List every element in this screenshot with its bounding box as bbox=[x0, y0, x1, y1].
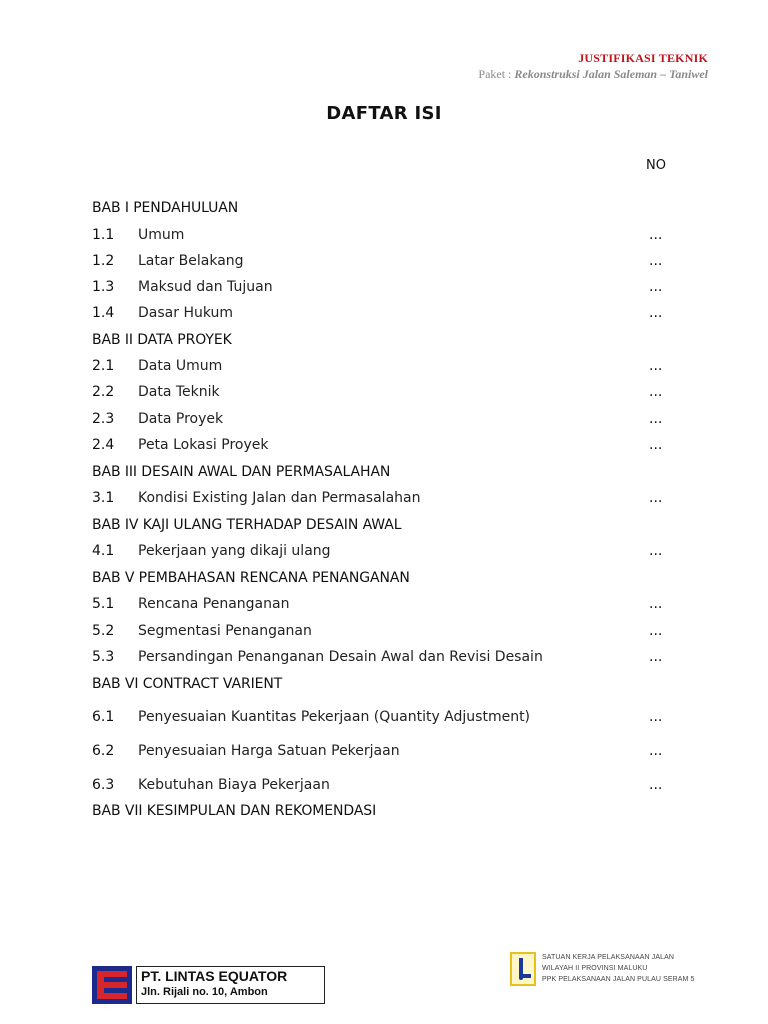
toc-chapter bbox=[92, 464, 672, 486]
company-logo-icon bbox=[92, 966, 132, 1004]
work-unit-text bbox=[542, 952, 695, 985]
item-title: Data Umum bbox=[138, 358, 223, 374]
item-page: ... bbox=[649, 279, 663, 295]
toc-item bbox=[92, 279, 672, 301]
chapter-title: BAB VI CONTRACT VARIENT bbox=[92, 676, 283, 692]
item-number: 6.1 bbox=[92, 709, 115, 725]
item-number: 1.4 bbox=[92, 305, 115, 321]
item-title: Pekerjaan yang dikaji ulang bbox=[138, 543, 331, 559]
item-number: 2.4 bbox=[92, 437, 115, 453]
package-name: Rekonstruksi Jalan Saleman – Taniwel bbox=[514, 67, 708, 81]
work-unit-line: PPK PELAKSANAAN JALAN PULAU SERAM 5 bbox=[542, 976, 695, 983]
toc-item bbox=[92, 384, 672, 406]
toc-item bbox=[92, 743, 672, 765]
item-page: ... bbox=[649, 437, 663, 453]
toc-item bbox=[92, 543, 672, 565]
item-number: 6.2 bbox=[92, 743, 115, 759]
item-number: 1.1 bbox=[92, 227, 115, 243]
item-number: 6.3 bbox=[92, 777, 115, 793]
item-page: ... bbox=[649, 253, 663, 269]
package-prefix: Paket : bbox=[478, 67, 515, 81]
toc-item bbox=[92, 777, 672, 799]
item-number: 2.1 bbox=[92, 358, 115, 374]
work-unit-line: WILAYAH II PROVINSI MALUKU bbox=[542, 965, 648, 972]
item-number: 1.3 bbox=[92, 279, 115, 295]
toc-item bbox=[92, 253, 672, 275]
toc-chapter bbox=[92, 676, 672, 698]
item-page: ... bbox=[649, 411, 663, 427]
toc-chapter bbox=[92, 570, 672, 592]
toc-chapter bbox=[92, 803, 672, 825]
page-title: DAFTAR ISI bbox=[326, 103, 442, 124]
item-page: ... bbox=[649, 490, 663, 506]
item-page: ... bbox=[649, 743, 663, 759]
chapter-title: BAB V PEMBAHASAN RENCANA PENANGANAN bbox=[92, 570, 410, 586]
item-title: Rencana Penanganan bbox=[138, 596, 290, 612]
toc-chapter bbox=[92, 200, 672, 222]
item-page: ... bbox=[649, 543, 663, 559]
item-page: ... bbox=[649, 709, 663, 725]
company-footer bbox=[92, 966, 325, 1004]
toc-chapter bbox=[92, 332, 672, 354]
item-title: Data Teknik bbox=[138, 384, 220, 400]
page-number-column-header: NO bbox=[646, 158, 666, 173]
item-page: ... bbox=[649, 384, 663, 400]
item-title: Penyesuaian Harga Satuan Pekerjaan bbox=[138, 743, 400, 759]
item-page: ... bbox=[649, 305, 663, 321]
page-header bbox=[478, 50, 708, 82]
item-page: ... bbox=[649, 777, 663, 793]
item-number: 4.1 bbox=[92, 543, 115, 559]
item-page: ... bbox=[649, 623, 663, 639]
item-title: Data Proyek bbox=[138, 411, 224, 427]
toc-item bbox=[92, 709, 672, 731]
item-title: Kebutuhan Biaya Pekerjaan bbox=[138, 777, 330, 793]
work-unit-footer bbox=[510, 952, 725, 988]
toc-item bbox=[92, 596, 672, 618]
company-address: Jln. Rijali no. 10, Ambon bbox=[141, 986, 268, 998]
item-title: Kondisi Existing Jalan dan Permasalahan bbox=[138, 490, 421, 506]
toc-item bbox=[92, 227, 672, 249]
item-page: ... bbox=[649, 596, 663, 612]
item-number: 5.1 bbox=[92, 596, 115, 612]
chapter-title: BAB VII KESIMPULAN DAN REKOMENDASI bbox=[92, 803, 377, 819]
item-page: ... bbox=[649, 227, 663, 243]
work-unit-line: SATUAN KERJA PELAKSANAAN JALAN bbox=[542, 954, 675, 961]
item-title: Peta Lokasi Proyek bbox=[138, 437, 269, 453]
chapter-title: BAB IV KAJI ULANG TERHADAP DESAIN AWAL bbox=[92, 517, 402, 533]
chapter-title: BAB I PENDAHULUAN bbox=[92, 200, 239, 216]
toc-item bbox=[92, 649, 672, 671]
item-page: ... bbox=[649, 358, 663, 374]
package-line bbox=[478, 66, 708, 82]
item-number: 2.3 bbox=[92, 411, 115, 427]
item-number: 5.2 bbox=[92, 623, 115, 639]
toc-item bbox=[92, 437, 672, 459]
toc-item bbox=[92, 411, 672, 433]
toc-item bbox=[92, 623, 672, 645]
document-title: JUSTIFIKASI TEKNIK bbox=[578, 51, 708, 65]
item-number: 1.2 bbox=[92, 253, 115, 269]
item-title: Dasar Hukum bbox=[138, 305, 234, 321]
chapter-title: BAB III DESAIN AWAL DAN PERMASALAHAN bbox=[92, 464, 391, 480]
toc-item bbox=[92, 358, 672, 380]
company-info bbox=[136, 966, 325, 1004]
item-title: Segmentasi Penanganan bbox=[138, 623, 312, 639]
item-title: Maksud dan Tujuan bbox=[138, 279, 273, 295]
public-works-logo-icon bbox=[510, 952, 536, 986]
item-title: Umum bbox=[138, 227, 185, 243]
chapter-title: BAB II DATA PROYEK bbox=[92, 332, 232, 348]
company-name: PT. LINTAS EQUATOR bbox=[141, 968, 288, 984]
item-number: 5.3 bbox=[92, 649, 115, 665]
item-page: ... bbox=[649, 649, 663, 665]
toc-item bbox=[92, 490, 672, 512]
toc-chapter bbox=[92, 517, 672, 539]
item-title: Persandingan Penanganan Desain Awal dan Revisi Desain bbox=[138, 649, 543, 665]
item-number: 3.1 bbox=[92, 490, 115, 506]
item-title: Penyesuaian Kuantitas Pekerjaan (Quantity Adjustment) bbox=[138, 709, 531, 725]
item-title: Latar Belakang bbox=[138, 253, 244, 269]
item-number: 2.2 bbox=[92, 384, 115, 400]
toc-item bbox=[92, 305, 672, 327]
